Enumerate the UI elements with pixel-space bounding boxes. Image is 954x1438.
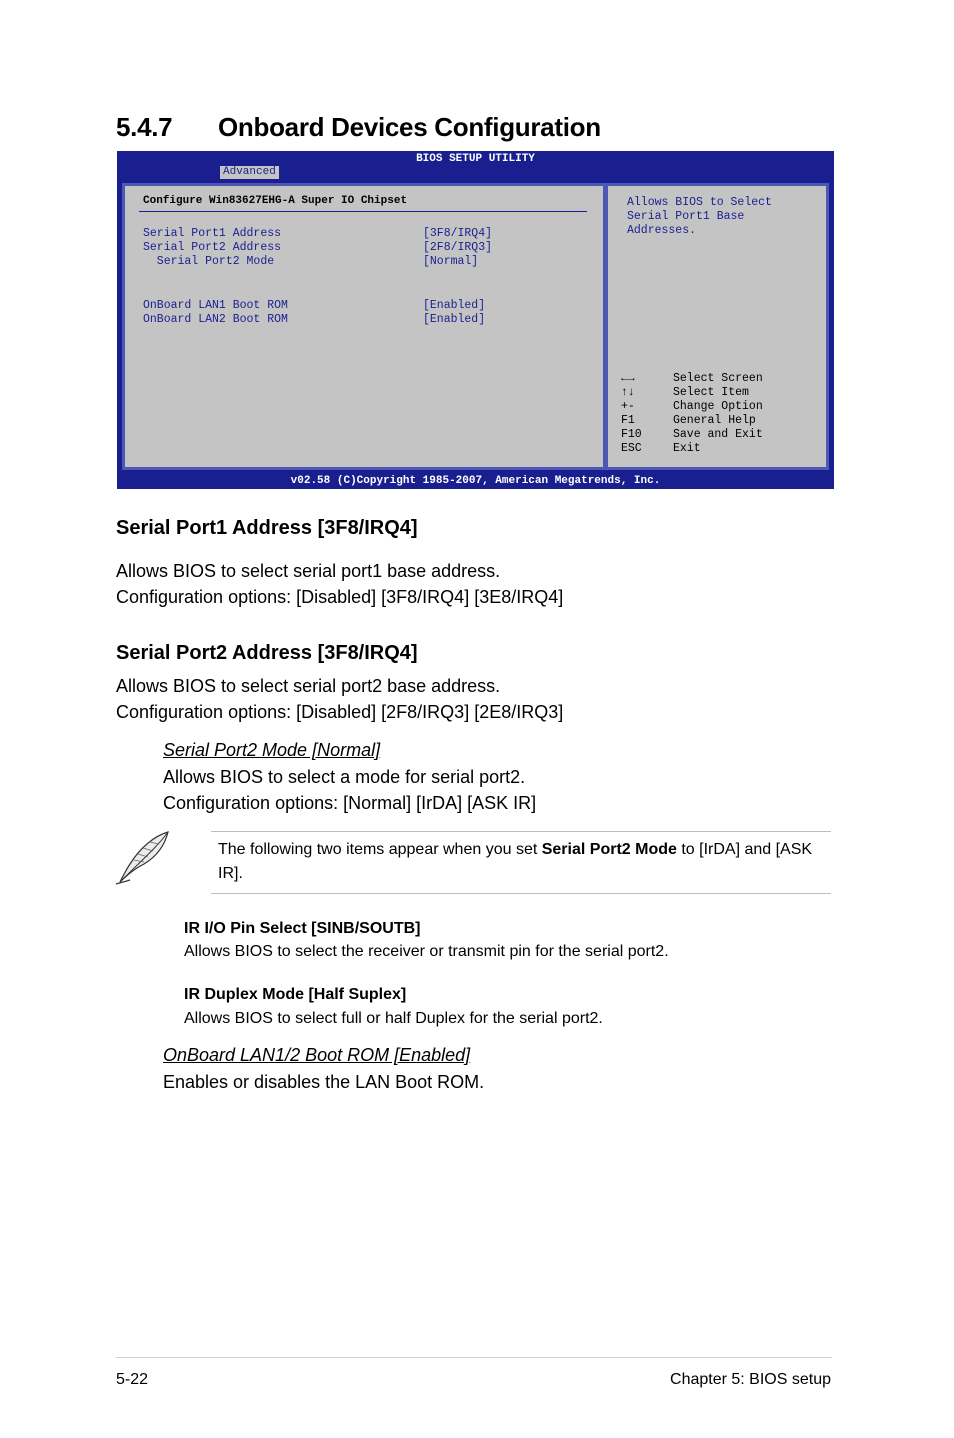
bios-settings-panel <box>122 183 606 470</box>
bios-item-label: Serial Port1 Address <box>143 227 282 240</box>
bios-copyright: v02.58 (C)Copyright 1985-2007, American Megatrends, Inc. <box>290 475 661 487</box>
bios-help-line: Allows BIOS to Select <box>627 196 772 209</box>
bios-item-serial-port2-mode[interactable] <box>143 251 478 269</box>
sp2mode-heading: Serial Port2 Mode [Normal] <box>163 740 381 760</box>
sp2mode-options: Configuration options: [Normal] [IrDA] [ASK IR] <box>163 793 537 813</box>
note-text-bold: Serial Port2 Mode <box>541 841 677 858</box>
bios-item-value: [Normal] <box>423 255 479 268</box>
bios-screenshot <box>117 151 834 489</box>
bios-item-label: Serial Port2 Mode <box>143 255 275 268</box>
bios-key-desc: Select Item <box>673 386 749 399</box>
sp1-options: Configuration options: [Disabled] [3F8/IRQ4] [3E8/IRQ4] <box>116 587 564 607</box>
sp2-desc: Allows BIOS to select serial port2 base address. <box>116 676 501 696</box>
feather-pen-icon <box>114 830 172 886</box>
note-text-post: to [IrDA] and [ASK IR]. <box>218 841 813 882</box>
bios-item-label: Serial Port2 Address <box>143 241 282 254</box>
section-number: 5.4.7 <box>116 112 173 142</box>
bios-key-desc: Exit <box>673 442 701 455</box>
bios-panel-heading: Configure Win83627EHG-A Super IO Chipset <box>143 195 408 207</box>
bios-key: +- <box>621 400 635 413</box>
bios-item-label: OnBoard LAN2 Boot ROM <box>143 313 288 326</box>
bios-key: ESC <box>621 442 642 455</box>
bios-key: F10 <box>621 428 642 441</box>
bios-item-lan2-boot-rom[interactable] <box>143 309 485 327</box>
footer-rule <box>116 1357 832 1358</box>
bios-item-value: [3F8/IRQ4] <box>423 227 493 240</box>
chapter-label: Chapter 5: BIOS setup <box>670 1371 831 1388</box>
section-heading <box>116 112 601 143</box>
note-text <box>218 838 830 886</box>
page-number: 5-22 <box>116 1371 149 1388</box>
bios-tab-advanced[interactable]: Advanced <box>220 166 279 179</box>
arrow-left-right-icon: ←→ <box>621 372 635 385</box>
bios-item-value: [2F8/IRQ3] <box>423 241 493 254</box>
bios-key: F1 <box>621 414 635 427</box>
sp1-heading: Serial Port1 Address [3F8/IRQ4] <box>116 517 418 539</box>
bios-key-desc: Select Screen <box>673 372 763 385</box>
bios-help-line: Addresses. <box>627 224 697 237</box>
bios-item-value: [Enabled] <box>423 299 486 312</box>
sp2-heading: Serial Port2 Address [3F8/IRQ4] <box>116 642 418 664</box>
irduplex-desc: Allows BIOS to select full or half Duplex for the serial port2. <box>184 1010 603 1027</box>
bios-key-exit <box>621 438 701 456</box>
irpin-heading: IR I/O Pin Select [SINB/SOUTB] <box>184 920 421 937</box>
sp1-desc: Allows BIOS to select serial port1 base address. <box>116 561 501 581</box>
note-text-pre: The following two items appear when you set <box>218 841 542 858</box>
bios-item-label: OnBoard LAN1 Boot ROM <box>143 299 288 312</box>
irduplex-heading: IR Duplex Mode [Half Suplex] <box>184 986 407 1003</box>
bios-key-desc: Save and Exit <box>673 428 763 441</box>
bios-help-line: Serial Port1 Base <box>627 210 745 223</box>
bios-heading-divider <box>139 211 587 212</box>
section-title: Onboard Devices Configuration <box>218 112 601 142</box>
bios-title: BIOS SETUP UTILITY <box>416 153 535 165</box>
note-bottom-rule <box>211 893 831 894</box>
lan-desc: Enables or disables the LAN Boot ROM. <box>163 1072 485 1092</box>
bios-key-desc: General Help <box>673 414 756 427</box>
note-top-rule <box>211 831 831 832</box>
bios-item-value: [Enabled] <box>423 313 486 326</box>
irpin-desc: Allows BIOS to select the receiver or transmit pin for the serial port2. <box>184 943 669 960</box>
arrow-up-down-icon: ↑↓ <box>621 386 635 399</box>
sp2-options: Configuration options: [Disabled] [2F8/IRQ3] [2E8/IRQ3] <box>116 702 564 722</box>
sp2mode-desc: Allows BIOS to select a mode for serial port2. <box>163 767 526 787</box>
bios-key-desc: Change Option <box>673 400 763 413</box>
bios-help-panel <box>605 183 829 470</box>
lan-heading: OnBoard LAN1/2 Boot ROM [Enabled] <box>163 1045 471 1065</box>
